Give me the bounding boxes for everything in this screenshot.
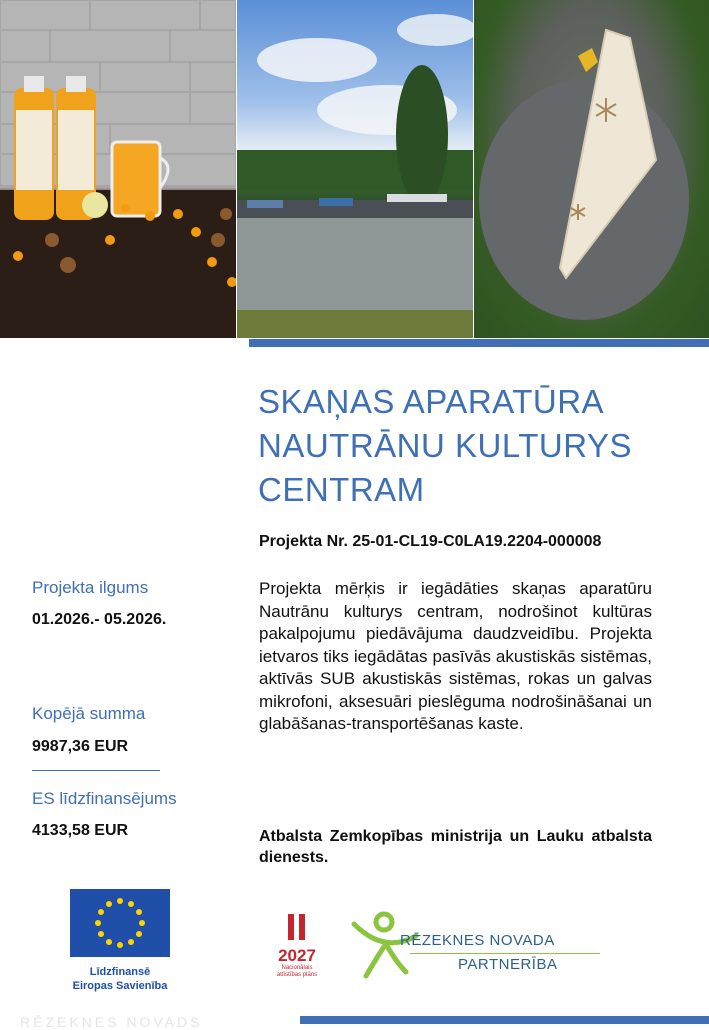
nap-caption-2: attīstības plāns — [276, 972, 318, 978]
title-line-1: SKAŅAS APARATŪRA — [258, 383, 605, 420]
photo-sea-buckthorn-drinks — [0, 0, 236, 338]
partner-name-line-2: PARTNERĪBA — [458, 956, 558, 973]
partner-name-line-1: RĒZEKNES NOVADA — [400, 932, 555, 949]
eu-cofinancing-label: ES līdzfinansējums — [32, 789, 177, 808]
bottom-accent-bar — [300, 1016, 709, 1024]
eu-caption — [55, 965, 185, 993]
eu-stars-icon — [70, 889, 170, 957]
duration-value: 01.2026.- 05.2026. — [32, 611, 167, 628]
total-sum-label: Kopējā summa — [32, 704, 146, 723]
photo-kokle-on-stone — [474, 0, 709, 338]
nap-year: 2027 — [278, 946, 316, 965]
eu-caption-line-1: Līdzfinansē — [89, 966, 151, 978]
support-statement: Atbalsta Zemkopības ministrija un Lauku atbalsta dienests. — [259, 828, 652, 866]
project-description: Projekta mērķis ir iegādāties skaņas aparatūru Nautrānu kulturys centram, nodrošinot kultūras pakalpojumu piedāvājuma daudzveidību. Projekta ietvaros tiks iegādātas pasīvās akustiskās sistēmas, aktīvās SUB akustiskās sistēmas, rokas un galvas mikrofoni, aksesuāri pieslēguma nodrošināšanai un glabāšanas-transportēšanas kaste. — [259, 579, 652, 733]
rezeknes-partneriba-logo — [346, 910, 606, 984]
top-accent-bar — [249, 339, 709, 347]
lake-illustration — [237, 0, 473, 338]
drinks-illustration — [0, 0, 236, 338]
nap-caption-1: Nacionālais — [281, 965, 313, 971]
eu-flag-logo — [70, 889, 170, 957]
footer-watermark: RĒZEKNES NOVADS — [20, 1014, 203, 1030]
project-number: Projekta Nr. 25-01-CL19-C0LA19.2204-000008 — [259, 533, 602, 550]
duration-label: Projekta ilgums — [32, 578, 149, 597]
title-line-3: CENTRAM — [258, 471, 425, 508]
total-sum-value: 9987,36 EUR — [32, 738, 129, 755]
sidebar-divider — [32, 770, 160, 771]
nap-bars-icon — [266, 912, 328, 942]
nap-2027-logo — [266, 912, 328, 984]
kokle-illustration — [474, 0, 709, 338]
page-title — [258, 380, 688, 512]
title-line-2: NAUTRĀNU KULTURYS — [258, 427, 632, 464]
photo-lake — [237, 0, 473, 338]
eu-caption-line-2: Eiropas Savienība — [72, 980, 168, 992]
partner-divider — [410, 953, 600, 954]
eu-cofinancing-value: 4133,58 EUR — [32, 822, 129, 839]
